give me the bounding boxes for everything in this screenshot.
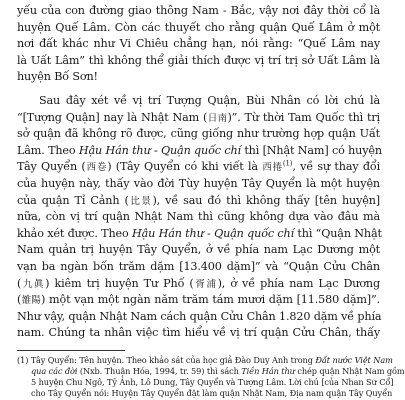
text-run: ( xyxy=(17,276,22,290)
book-title: Hậu Hán thư - Quận quốc chí xyxy=(78,143,241,157)
text-run: khảo xét được. Theo xyxy=(17,226,132,240)
book-title: Hậu Hán thư - Quận quốc chí xyxy=(132,226,295,240)
text-run: ), về sau đó thì không thấy [tên huyện] xyxy=(152,193,381,207)
text-line xyxy=(17,276,380,293)
text-line xyxy=(17,110,380,127)
text-line: huyện Quế Lâm. Còn các thuyết cho rằng quận Quế Lâm ở một xyxy=(17,20,380,34)
text-run: của quận Tỉ Cảnh ( xyxy=(17,193,129,207)
han-characters: 雒陽 xyxy=(21,295,42,307)
text-line xyxy=(17,159,380,176)
text-run: thì “Quận Nhật xyxy=(294,226,382,240)
han-characters: 胥浦 xyxy=(193,278,218,290)
text-line: nam. Chúng ta nhân việc tìm hiểu về vị trí quận Cửu Chân, thấy xyxy=(17,326,380,340)
text-line xyxy=(17,292,380,309)
text-run: ) kiêm trị huyện Tư Phố ( xyxy=(45,276,194,290)
text-line xyxy=(17,143,380,160)
text-line: Như vậy, quận Nhật Nam cách quận Cửu Chân 1.820 dặm về phía xyxy=(17,309,382,323)
han-characters: 日南 xyxy=(207,112,228,124)
text-run: ) (Tây Quyển có khi viết là xyxy=(107,160,263,174)
footnote xyxy=(17,354,405,399)
footnote-line xyxy=(17,365,405,377)
text-line: Nam quản trị huyện Tây Quyển, ở về phía nam Lạc Dương một xyxy=(17,243,380,257)
text-line: của huyện này, thấy vào đời Tùy huyện Tây Quyển là một huyện xyxy=(17,176,380,190)
han-characters: 西捲 xyxy=(262,162,283,174)
text-run: ( xyxy=(17,293,22,307)
text-line: nơi đất khác như Vi Chiêu chẳng hạn, nói rằng: “Quế Lâm nay xyxy=(17,37,380,51)
paragraph-2 xyxy=(17,93,380,342)
text-run: Lâm. Theo xyxy=(17,143,79,157)
text-run: Tây Quyển: Tên huyện. Theo khảo sát của học giả Đào Duy Anh trong xyxy=(30,354,316,365)
text-line: nữa, còn vị trí quận Nhật Nam thì cũng không dựa vào đâu mà xyxy=(17,210,380,224)
footnote-marker: (1) xyxy=(17,354,29,365)
paragraph-1 xyxy=(17,3,380,86)
text-run: chép quận Nhật Nam gồm xyxy=(294,365,405,376)
footnote-line xyxy=(17,354,393,366)
text-run: )”. Từ thời Tam Quốc thì trị xyxy=(227,110,380,124)
text-run: , về sự thay đổi xyxy=(292,160,381,174)
footnote-line: 5 huyện Chu Ngô, Tỷ Ảnh, Lô Dung, Tây Quyển và Tượng Lâm. Lời chú [của Nhan Sư Cổ] xyxy=(31,376,394,387)
book-title: Tiền Hán thư xyxy=(241,365,295,376)
text-run: ), ở về phía nam Lạc Dương xyxy=(217,276,380,290)
text-line: yếu của con đường giao thông Nam - Bắc, vậy nơi đây thời cổ là xyxy=(17,4,380,17)
text-line: sở quận đã không rõ được, cũng giống như trường hợp quận Uất xyxy=(17,127,380,141)
han-characters: 比景 xyxy=(128,195,153,207)
paragraph-gap xyxy=(17,86,380,93)
text-line: Sau đây xét về vị trí Tượng Quận, Bùi Nhân có lời chú là xyxy=(39,93,380,107)
text-line: huyện Bố Sơn! xyxy=(17,70,98,84)
text-line: là Uất Lâm” thì không thể giải thích được vị trí trị sở Uất Lâm là xyxy=(17,53,380,67)
text-run: “[Tượng Quận] nay là Nhật Nam ( xyxy=(17,110,208,124)
footnote-ref[interactable]: (1) xyxy=(282,159,293,168)
book-title: qua các đời xyxy=(31,365,78,376)
text-run: (Nxb. Thuận Hóa, 1994, tr. 59) thì sách xyxy=(77,365,242,376)
footnote-divider xyxy=(17,350,125,351)
text-line xyxy=(17,226,380,243)
han-characters: 九眞 xyxy=(21,278,46,290)
text-run: thì [Nhật Nam] có huyện xyxy=(240,143,382,157)
book-title: Đất nước Việt Nam xyxy=(315,354,393,365)
text-run: ) một vạn một ngàn năm trăm tám mươi dặm [11.580 dặm]”. xyxy=(41,293,380,307)
text-line xyxy=(17,193,380,210)
han-characters: 西卷 xyxy=(85,162,108,174)
footnote-line: cho Tây Quyển nói: Huyện Tây Quyển đặt làm quận Nhật Nam, Địa nam quận Tây Quyển xyxy=(31,387,393,398)
body-text xyxy=(17,3,380,342)
text-line: vạn ba ngàn bốn trăm dặm [13.400 dặm]” và “Quận Cửu Chân xyxy=(17,259,380,273)
text-run: Tây Quyển ( xyxy=(17,160,86,174)
